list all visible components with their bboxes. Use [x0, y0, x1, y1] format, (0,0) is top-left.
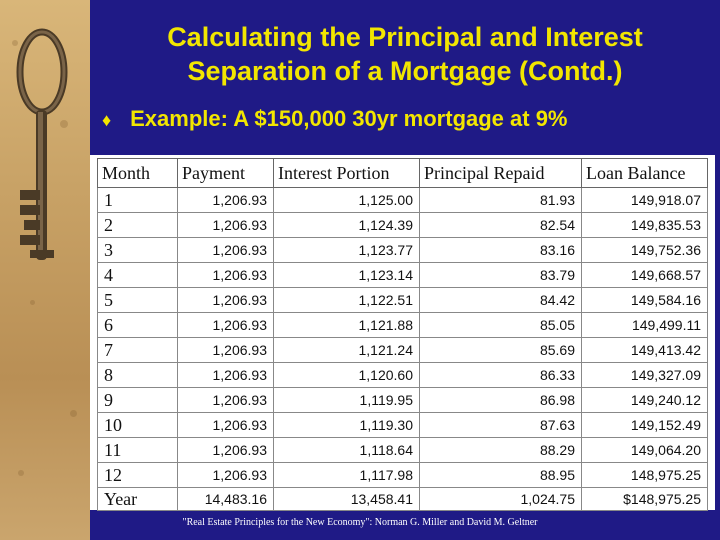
month-cell: 7	[98, 338, 178, 363]
principal-cell: 83.16	[420, 238, 582, 263]
balance-cell: 149,668.57	[582, 263, 708, 288]
balance-cell: 149,327.09	[582, 363, 708, 388]
month-cell: 1	[98, 188, 178, 213]
amortization-table	[97, 158, 708, 511]
principal-cell: 86.98	[420, 388, 582, 413]
month-cell: 5	[98, 288, 178, 313]
table-row	[98, 363, 708, 388]
total-label-cell: Year	[98, 488, 178, 511]
table-row	[98, 413, 708, 438]
interest-cell: 1,123.14	[274, 263, 420, 288]
total-principal-cell: 1,024.75	[420, 488, 582, 511]
principal-cell: 87.63	[420, 413, 582, 438]
month-cell: 11	[98, 438, 178, 463]
diamond-bullet-icon: ♦	[102, 110, 112, 130]
payment-cell: 1,206.93	[178, 363, 274, 388]
month-cell: 8	[98, 363, 178, 388]
principal-cell: 81.93	[420, 188, 582, 213]
table-row	[98, 313, 708, 338]
table-row	[98, 213, 708, 238]
balance-cell: 149,064.20	[582, 438, 708, 463]
table-row	[98, 263, 708, 288]
slide-title	[100, 20, 710, 88]
interest-cell: 1,124.39	[274, 213, 420, 238]
payment-cell: 1,206.93	[178, 438, 274, 463]
total-interest-cell: 13,458.41	[274, 488, 420, 511]
side-decoration	[0, 0, 90, 540]
title-line-2: Separation of a Mortgage (Contd.)	[187, 56, 623, 86]
total-balance-cell: $148,975.25	[582, 488, 708, 511]
total-payment-cell: 14,483.16	[178, 488, 274, 511]
source-credit: "Real Estate Principles for the New Economy": Norman G. Miller and David M. Geltner	[182, 517, 538, 528]
interest-cell: 1,125.00	[274, 188, 420, 213]
interest-cell: 1,117.98	[274, 463, 420, 488]
balance-cell: 149,584.16	[582, 288, 708, 313]
balance-cell: 149,918.07	[582, 188, 708, 213]
payment-cell: 1,206.93	[178, 313, 274, 338]
header-principal-repaid: Principal Repaid	[420, 159, 582, 188]
interest-cell: 1,120.60	[274, 363, 420, 388]
interest-cell: 1,121.88	[274, 313, 420, 338]
interest-cell: 1,121.24	[274, 338, 420, 363]
table-row	[98, 463, 708, 488]
principal-cell: 82.54	[420, 213, 582, 238]
balance-cell: 149,499.11	[582, 313, 708, 338]
table-row	[98, 438, 708, 463]
header-interest-portion: Interest Portion	[274, 159, 420, 188]
month-cell: 9	[98, 388, 178, 413]
balance-cell: 148,975.25	[582, 463, 708, 488]
header-month: Month	[98, 159, 178, 188]
principal-cell: 85.05	[420, 313, 582, 338]
month-cell: 6	[98, 313, 178, 338]
balance-cell: 149,835.53	[582, 213, 708, 238]
principal-cell: 88.29	[420, 438, 582, 463]
interest-cell: 1,119.95	[274, 388, 420, 413]
principal-cell: 88.95	[420, 463, 582, 488]
example-text: Example: A $150,000 30yr mortgage at 9%	[130, 106, 568, 131]
balance-cell: 149,152.49	[582, 413, 708, 438]
example-bullet	[102, 104, 712, 135]
interest-cell: 1,119.30	[274, 413, 420, 438]
principal-cell: 85.69	[420, 338, 582, 363]
interest-cell: 1,123.77	[274, 238, 420, 263]
payment-cell: 1,206.93	[178, 463, 274, 488]
payment-cell: 1,206.93	[178, 188, 274, 213]
principal-cell: 83.79	[420, 263, 582, 288]
interest-cell: 1,118.64	[274, 438, 420, 463]
header-loan-balance: Loan Balance	[582, 159, 708, 188]
balance-cell: 149,413.42	[582, 338, 708, 363]
table-row	[98, 388, 708, 413]
principal-cell: 84.42	[420, 288, 582, 313]
table-row	[98, 238, 708, 263]
table-row	[98, 338, 708, 363]
payment-cell: 1,206.93	[178, 213, 274, 238]
payment-cell: 1,206.93	[178, 288, 274, 313]
payment-cell: 1,206.93	[178, 238, 274, 263]
interest-cell: 1,122.51	[274, 288, 420, 313]
month-cell: 2	[98, 213, 178, 238]
payment-cell: 1,206.93	[178, 263, 274, 288]
balance-cell: 149,752.36	[582, 238, 708, 263]
table-row	[98, 288, 708, 313]
table-total-row	[98, 488, 708, 511]
payment-cell: 1,206.93	[178, 338, 274, 363]
month-cell: 4	[98, 263, 178, 288]
header-payment: Payment	[178, 159, 274, 188]
payment-cell: 1,206.93	[178, 413, 274, 438]
month-cell: 12	[98, 463, 178, 488]
payment-cell: 1,206.93	[178, 388, 274, 413]
table-row	[98, 188, 708, 213]
title-line-1: Calculating the Principal and Interest	[167, 22, 643, 52]
month-cell: 3	[98, 238, 178, 263]
antique-key-icon	[0, 0, 90, 300]
principal-cell: 86.33	[420, 363, 582, 388]
table-header-row	[98, 159, 708, 188]
amortization-table-panel	[90, 155, 715, 510]
balance-cell: 149,240.12	[582, 388, 708, 413]
month-cell: 10	[98, 413, 178, 438]
